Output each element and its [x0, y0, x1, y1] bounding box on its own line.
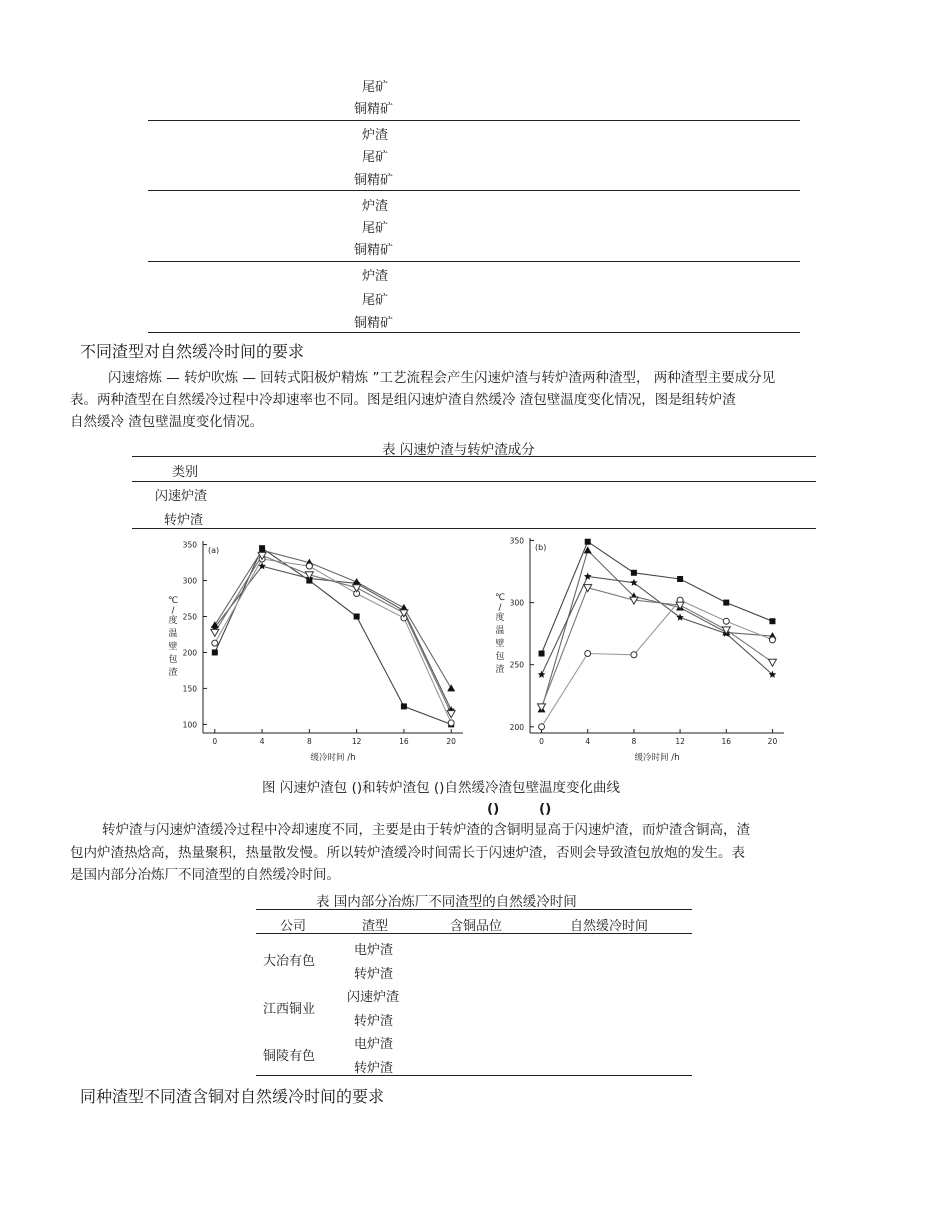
figure-submark: (): [487, 801, 500, 817]
table-rule: [256, 933, 692, 934]
y-axis-label-char: 包: [168, 655, 178, 665]
data-point-circle: [631, 652, 637, 658]
slag-type-cell: 电炉渣: [354, 1037, 394, 1052]
y-axis-label: [495, 593, 505, 675]
data-point-square: [585, 539, 591, 545]
data-point-square: [769, 618, 775, 624]
y-tick-label: 200: [509, 722, 524, 732]
data-point-square: [539, 651, 545, 657]
company-cell: 江西铜业: [263, 1002, 316, 1017]
y-axis-label-char: 温: [495, 626, 505, 636]
data-point-down-triangle: [676, 602, 684, 609]
x-tick-label: 12: [351, 737, 362, 746]
series-line-s2: [215, 550, 451, 688]
y-axis-label-char: 壁: [495, 639, 505, 649]
data-point-down-triangle: [353, 585, 361, 592]
data-point-circle: [212, 640, 218, 646]
y-axis-label-char: 度: [168, 616, 178, 626]
chart-panel-b: [488, 533, 798, 768]
table-header-cell: 渣型: [362, 919, 389, 934]
data-point-square: [723, 600, 729, 606]
table-rule: [148, 332, 800, 333]
data-point-circle: [723, 618, 729, 624]
series-line-s1: [542, 542, 773, 654]
panel-label: (b): [535, 543, 547, 552]
table-rule: [148, 190, 800, 191]
x-tick-label: 8: [631, 737, 637, 746]
data-point-square: [677, 576, 683, 582]
top-table-cell: 铜精矿: [354, 243, 394, 258]
series-line-s4: [215, 559, 451, 723]
y-tick-label: 350: [182, 540, 197, 550]
series-line-s4: [542, 600, 773, 727]
top-table-cell: 尾矿: [362, 80, 389, 95]
series-line-s5: [542, 588, 773, 707]
y-axis-label-char: /: [498, 603, 502, 613]
company-cell: 铜陵有色: [263, 1049, 316, 1064]
top-table-cell: 尾矿: [362, 150, 389, 165]
x-tick-label: 4: [259, 737, 265, 746]
data-point-circle: [769, 637, 775, 643]
y-axis-label: [168, 596, 178, 678]
table-caption: 表 闪速炉渣与转炉渣成分: [382, 442, 535, 458]
y-tick-label: 250: [182, 612, 197, 622]
top-table-cell: 尾矿: [362, 221, 389, 236]
y-axis-label-char: ℃: [167, 596, 179, 606]
chart-panel-a: [160, 533, 480, 768]
figure-caption: 图 闪速炉渣包 ()和转炉渣包 ()自然缓冷渣包壁温度变化曲线: [262, 780, 620, 796]
x-tick-label: 8: [306, 737, 312, 746]
panel-label: (a): [208, 546, 220, 555]
data-point-circle: [585, 651, 591, 657]
table-header-cell: 自然缓冷时间: [570, 919, 649, 934]
table-header-cell: 公司: [280, 919, 307, 934]
y-tick-label: 350: [509, 536, 524, 546]
x-axis-label: 缓冷时间 /h: [634, 753, 680, 763]
paragraph-line: 转炉渣与闪速炉渣缓冷过程中冷却速度不同，主要是由于转炉渣的含铜明显高于闪速炉渣，而炉渣含铜高，渣: [102, 822, 750, 838]
table-cell: 转炉渣: [164, 513, 204, 528]
y-tick-label: 300: [509, 598, 524, 608]
data-point-star: [676, 614, 684, 621]
top-table-cell: 炉渣: [362, 269, 389, 284]
table-rule: [148, 120, 800, 121]
y-tick-label: 200: [182, 648, 197, 658]
x-tick-label: 16: [399, 737, 409, 746]
y-axis-label-char: 度: [495, 613, 505, 623]
x-tick-label: 0: [212, 737, 218, 746]
y-axis-label-char: 包: [495, 652, 505, 662]
y-axis-label-char: ℃: [494, 593, 506, 603]
x-tick-label: 16: [721, 737, 732, 746]
top-table-cell: 铜精矿: [354, 102, 394, 117]
slag-type-cell: 转炉渣: [354, 1014, 394, 1029]
company-cell: 大冶有色: [263, 954, 316, 969]
table-rule: [256, 1075, 692, 1076]
paragraph-line: 包内炉渣热焓高，热量聚积，热量散发慢。所以转炉渣缓冷时间需长于闪速炉渣，否则会导致渣包放炮的发生。表: [70, 845, 745, 861]
y-tick-label: 300: [182, 576, 197, 586]
slag-type-cell: 转炉渣: [354, 1061, 394, 1076]
y-axis-label-char: 温: [168, 629, 178, 639]
table-rule: [256, 909, 692, 910]
data-point-circle: [539, 724, 545, 730]
x-tick-label: 20: [767, 737, 778, 746]
y-axis-label-char: 壁: [168, 642, 178, 652]
top-table-cell: 炉渣: [362, 199, 389, 214]
top-table-cell: 尾矿: [362, 293, 389, 308]
data-point-square: [401, 703, 407, 709]
y-axis-label-char: 渣: [168, 668, 178, 678]
x-tick-label: 4: [585, 737, 591, 746]
y-tick-label: 100: [182, 720, 197, 730]
table-cell: 闪速炉渣: [155, 489, 208, 504]
slag-type-cell: 电炉渣: [354, 943, 394, 958]
paragraph-line: 是国内部分冶炼厂不同渣型的自然缓冷时间。: [70, 867, 340, 883]
x-tick-label: 12: [675, 737, 685, 746]
paragraph-line: 表。两种渣型在自然缓冷过程中冷却速率也不同。图是组闪速炉渣自然缓冷 渣包壁温度变化情况，图是组转炉渣: [70, 392, 736, 408]
data-point-square: [212, 649, 218, 655]
data-point-triangle: [447, 684, 455, 691]
data-point-circle: [448, 720, 454, 726]
top-table-cell: 炉渣: [362, 128, 389, 143]
data-point-down-triangle: [211, 629, 219, 636]
top-table-cell: 铜精矿: [354, 173, 394, 188]
y-axis-label-char: 渣: [495, 665, 505, 675]
table-rule: [132, 528, 816, 529]
section-heading: 不同渣型对自然缓冷时间的要求: [80, 342, 305, 361]
slag-type-cell: 闪速炉渣: [347, 990, 400, 1005]
y-axis-label-char: /: [171, 606, 175, 616]
table-rule: [132, 456, 816, 457]
data-point-down-triangle: [768, 659, 776, 666]
slag-type-cell: 转炉渣: [354, 967, 394, 982]
data-point-square: [354, 614, 360, 620]
paragraph-line: 闪速熔炼 — 转炉吹炼 — 回转式阳极炉精炼 ”工艺流程会产生闪速炉渣与转炉渣两种渣型， 两种渣型主要成分见: [108, 370, 776, 386]
x-axis-label: 缓冷时间 /h: [310, 753, 356, 763]
data-point-star: [538, 671, 546, 678]
table-rule: [132, 481, 816, 482]
data-point-circle: [306, 563, 312, 569]
figure-submark: (): [539, 801, 552, 817]
data-point-down-triangle: [538, 704, 546, 711]
y-tick-label: 250: [509, 660, 524, 670]
series-line-s2: [542, 550, 773, 709]
table-header-cell: 含铜品位: [450, 919, 503, 934]
table-caption: 表 国内部分冶炼厂不同渣型的自然缓冷时间: [316, 894, 577, 910]
data-point-star: [584, 573, 592, 580]
section-heading: 同种渣型不同渣含铜对自然缓冷时间的要求: [80, 1087, 385, 1106]
y-tick-label: 150: [182, 684, 197, 694]
table-header-cell: 类别: [172, 465, 199, 480]
x-tick-label: 0: [539, 737, 544, 746]
top-table-cell: 铜精矿: [354, 316, 394, 331]
paragraph-line: 自然缓冷 渣包壁温度变化情况。: [70, 414, 264, 430]
table-rule: [148, 261, 800, 262]
data-point-square: [631, 570, 637, 576]
x-tick-label: 20: [446, 737, 456, 746]
